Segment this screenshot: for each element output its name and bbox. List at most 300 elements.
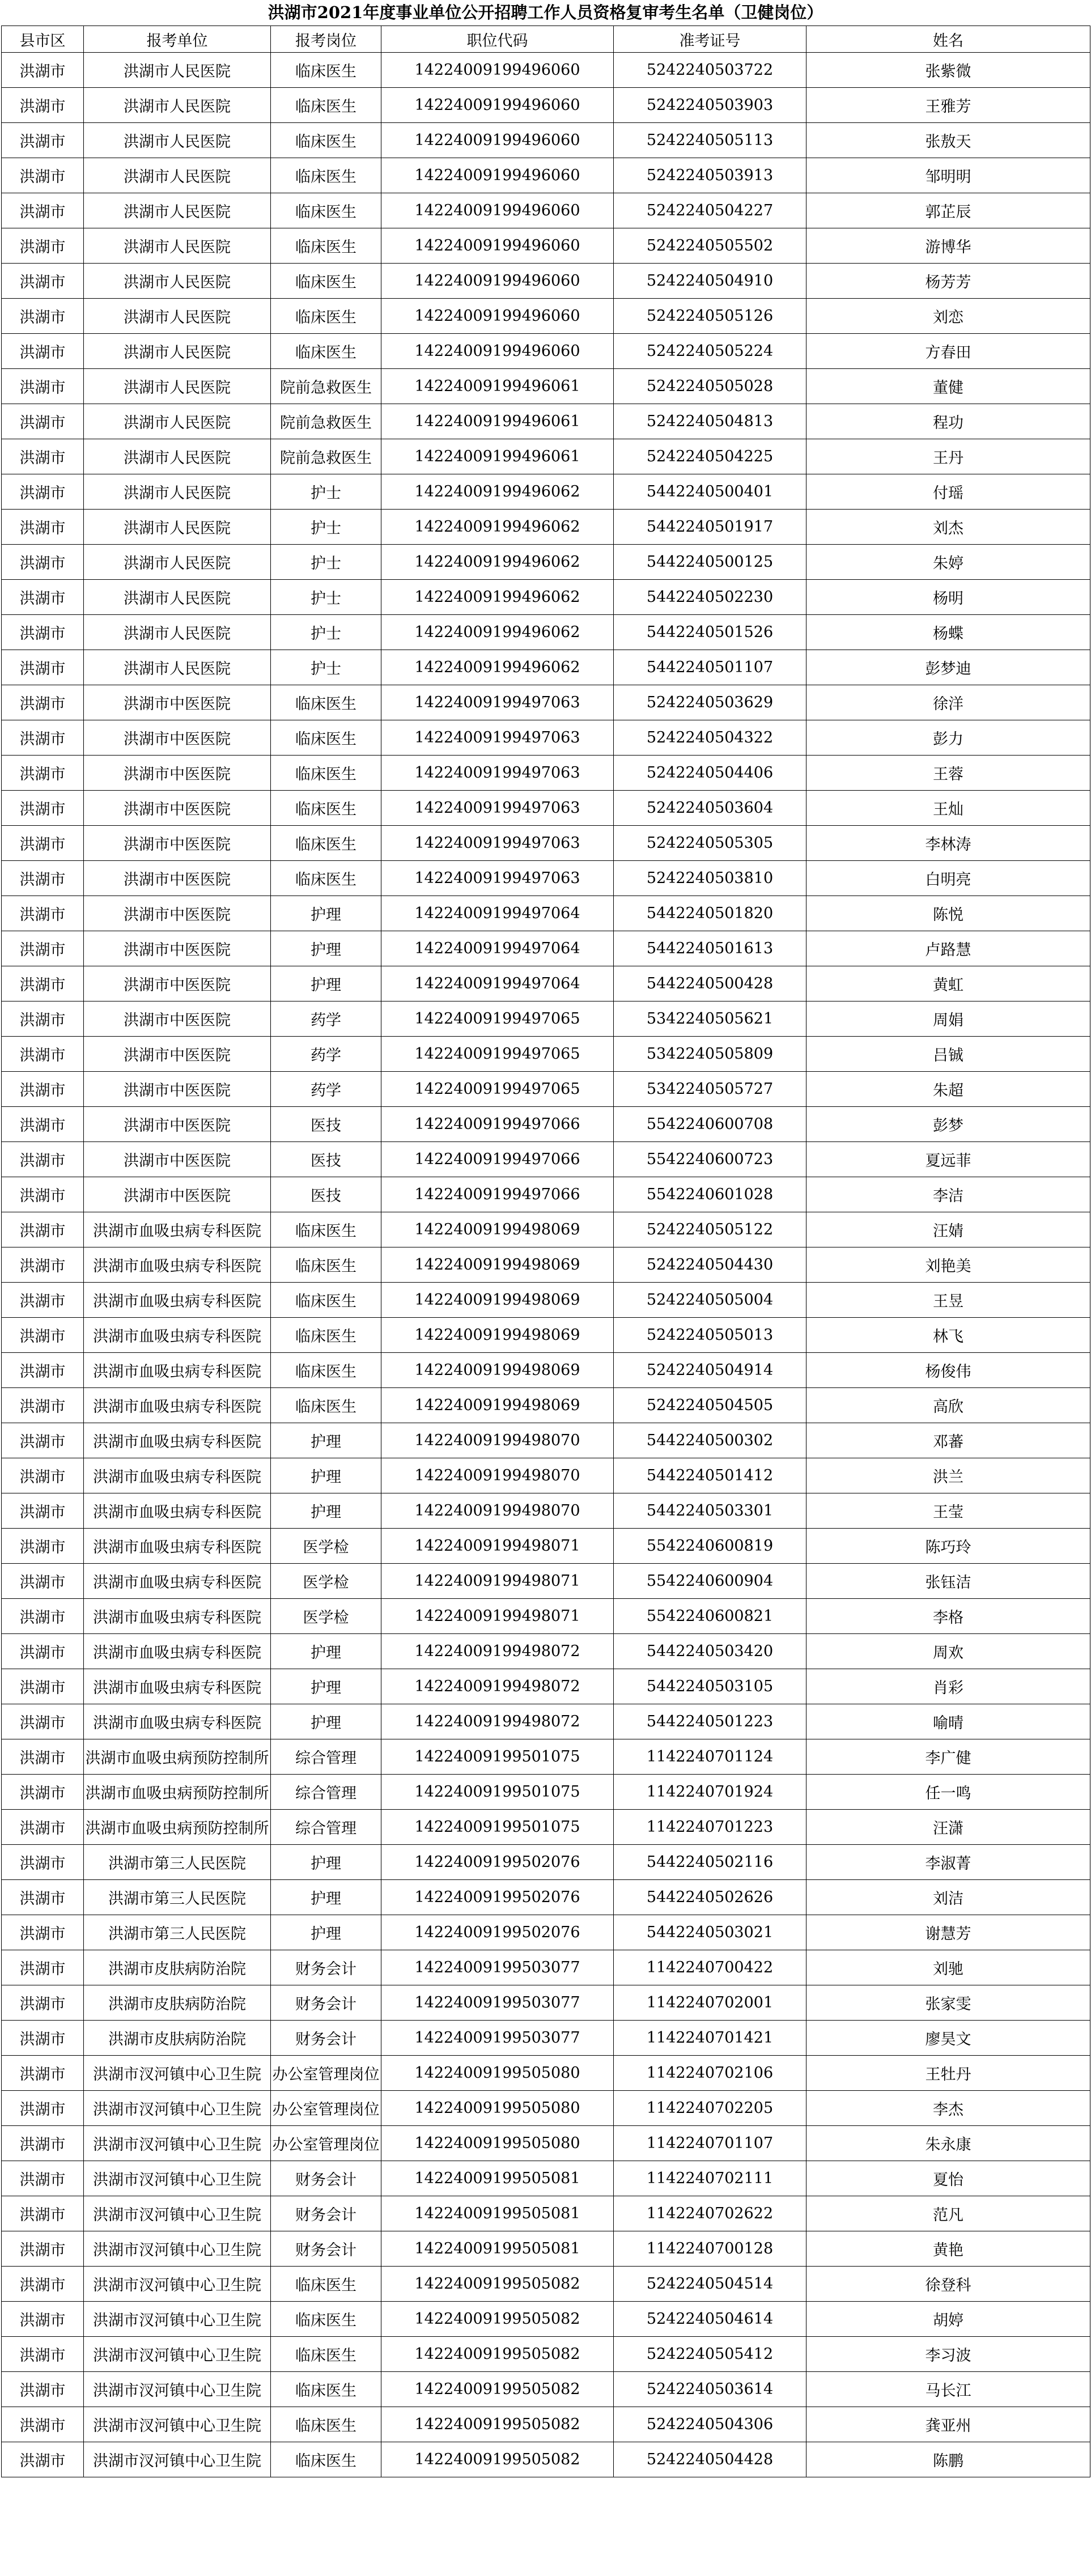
cell-name: 肖彩 <box>806 1669 1090 1704</box>
cell-ticket-number: 5342240505727 <box>614 1072 806 1107</box>
table-row <box>2 1880 1090 1915</box>
cell-position: 护士 <box>271 580 381 615</box>
cell-ticket-number: 5542240600904 <box>614 1564 806 1599</box>
table-row <box>2 2056 1090 2091</box>
cell-position-code: 14224009199498069 <box>381 1247 614 1283</box>
cell-unit: 洪湖市汊河镇中心卫生院 <box>84 2231 271 2267</box>
cell-position-code: 14224009199497063 <box>381 826 614 861</box>
cell-name: 游博华 <box>806 228 1090 264</box>
cell-position: 临床医生 <box>271 1353 381 1388</box>
cell-position-code: 14224009199505082 <box>381 2337 614 2372</box>
cell-position: 临床医生 <box>271 228 381 264</box>
table-row <box>2 966 1090 1001</box>
cell-unit: 洪湖市中医医院 <box>84 1072 271 1107</box>
cell-ticket-number: 5242240505004 <box>614 1283 806 1318</box>
cell-county: 洪湖市 <box>2 791 84 826</box>
cell-position: 办公室管理岗位 <box>271 2056 381 2091</box>
cell-unit: 洪湖市中医医院 <box>84 1177 271 1212</box>
cell-position-code: 14224009199496062 <box>381 545 614 580</box>
cell-county: 洪湖市 <box>2 439 84 474</box>
cell-position: 临床医生 <box>271 2442 381 2477</box>
cell-position-code: 14224009199496060 <box>381 88 614 123</box>
table-row <box>2 1845 1090 1880</box>
cell-name: 周欢 <box>806 1634 1090 1669</box>
cell-county: 洪湖市 <box>2 1529 84 1564</box>
cell-position-code: 14224009199497066 <box>381 1107 614 1142</box>
cell-county: 洪湖市 <box>2 826 84 861</box>
table-row <box>2 1775 1090 1810</box>
cell-name: 林飞 <box>806 1318 1090 1353</box>
cell-position-code: 14224009199505082 <box>381 2267 614 2302</box>
cell-unit: 洪湖市血吸虫病专科医院 <box>84 1353 271 1388</box>
cell-county: 洪湖市 <box>2 966 84 1001</box>
cell-ticket-number: 1142240702205 <box>614 2091 806 2126</box>
cell-position: 临床医生 <box>271 791 381 826</box>
cell-position-code: 14224009199505081 <box>381 2196 614 2231</box>
table-row <box>2 1142 1090 1177</box>
table-row <box>2 1353 1090 1388</box>
cell-name: 邹明明 <box>806 158 1090 193</box>
cell-county: 洪湖市 <box>2 228 84 264</box>
cell-name: 杨芳芳 <box>806 264 1090 299</box>
cell-unit: 洪湖市皮肤病防治院 <box>84 2021 271 2056</box>
cell-ticket-number: 5542240600708 <box>614 1107 806 1142</box>
table-row <box>2 2231 1090 2267</box>
cell-name: 范凡 <box>806 2196 1090 2231</box>
cell-unit: 洪湖市人民医院 <box>84 299 271 334</box>
cell-position: 财务会计 <box>271 1950 381 1985</box>
cell-position: 综合管理 <box>271 1739 381 1775</box>
cell-ticket-number: 5242240505126 <box>614 299 806 334</box>
table-row <box>2 1001 1090 1037</box>
cell-position-code: 14224009199496060 <box>381 53 614 88</box>
cell-position: 护理 <box>271 966 381 1001</box>
cell-position: 护理 <box>271 1845 381 1880</box>
cell-position: 临床医生 <box>271 720 381 756</box>
cell-name: 张敖天 <box>806 123 1090 158</box>
cell-name: 邓蕃 <box>806 1423 1090 1458</box>
cell-unit: 洪湖市人民医院 <box>84 228 271 264</box>
table-row <box>2 2372 1090 2407</box>
cell-position: 临床医生 <box>271 264 381 299</box>
cell-unit: 洪湖市血吸虫病专科医院 <box>84 1493 271 1529</box>
cell-unit: 洪湖市中医医院 <box>84 791 271 826</box>
cell-ticket-number: 5542240600723 <box>614 1142 806 1177</box>
cell-unit: 洪湖市中医医院 <box>84 1107 271 1142</box>
cell-position-code: 14224009199498072 <box>381 1704 614 1739</box>
cell-position-code: 14224009199503077 <box>381 1950 614 1985</box>
cell-ticket-number: 5442240501526 <box>614 615 806 650</box>
cell-name: 王牡丹 <box>806 2056 1090 2091</box>
cell-name: 马长江 <box>806 2372 1090 2407</box>
cell-ticket-number: 5242240504406 <box>614 756 806 791</box>
cell-position-code: 14224009199497065 <box>381 1072 614 1107</box>
candidate-table <box>1 26 1090 2477</box>
cell-position: 临床医生 <box>271 1247 381 1283</box>
cell-position: 护理 <box>271 1915 381 1950</box>
cell-ticket-number: 5242240503903 <box>614 88 806 123</box>
cell-ticket-number: 5442240501613 <box>614 931 806 966</box>
table-row <box>2 1950 1090 1985</box>
cell-position-code: 14224009199505080 <box>381 2126 614 2161</box>
cell-unit: 洪湖市血吸虫病专科医院 <box>84 1318 271 1353</box>
cell-unit: 洪湖市第三人民医院 <box>84 1845 271 1880</box>
cell-position-code: 14224009199501075 <box>381 1775 614 1810</box>
cell-position-code: 14224009199496062 <box>381 650 614 685</box>
cell-position-code: 14224009199496060 <box>381 123 614 158</box>
table-row <box>2 580 1090 615</box>
cell-ticket-number: 1142240701924 <box>614 1775 806 1810</box>
cell-position: 临床医生 <box>271 193 381 228</box>
cell-position: 临床医生 <box>271 1283 381 1318</box>
cell-unit: 洪湖市人民医院 <box>84 615 271 650</box>
table-row <box>2 2196 1090 2231</box>
cell-ticket-number: 5242240505013 <box>614 1318 806 1353</box>
cell-position: 临床医生 <box>271 334 381 369</box>
cell-position-code: 14224009199498069 <box>381 1283 614 1318</box>
cell-position-code: 14224009199502076 <box>381 1915 614 1950</box>
cell-name: 夏远菲 <box>806 1142 1090 1177</box>
cell-name: 朱婷 <box>806 545 1090 580</box>
cell-county: 洪湖市 <box>2 1704 84 1739</box>
cell-ticket-number: 5242240504428 <box>614 2442 806 2477</box>
table-row <box>2 2267 1090 2302</box>
cell-position-code: 14224009199497064 <box>381 896 614 931</box>
cell-name: 刘杰 <box>806 510 1090 545</box>
cell-county: 洪湖市 <box>2 1107 84 1142</box>
table-row <box>2 1388 1090 1423</box>
table-row <box>2 404 1090 439</box>
cell-name: 徐登科 <box>806 2267 1090 2302</box>
cell-county: 洪湖市 <box>2 756 84 791</box>
cell-name: 廖昊文 <box>806 2021 1090 2056</box>
cell-ticket-number: 5242240505113 <box>614 123 806 158</box>
cell-county: 洪湖市 <box>2 1423 84 1458</box>
col-header-county: 县市区 <box>2 26 84 53</box>
header-row <box>2 26 1090 53</box>
table-row <box>2 1564 1090 1599</box>
cell-position-code: 14224009199496062 <box>381 580 614 615</box>
table-row <box>2 685 1090 720</box>
cell-position: 医技 <box>271 1142 381 1177</box>
cell-name: 彭力 <box>806 720 1090 756</box>
cell-county: 洪湖市 <box>2 2196 84 2231</box>
cell-position: 护士 <box>271 474 381 510</box>
cell-name: 彭梦迪 <box>806 650 1090 685</box>
table-row <box>2 615 1090 650</box>
cell-unit: 洪湖市第三人民医院 <box>84 1880 271 1915</box>
cell-position: 临床医生 <box>271 1388 381 1423</box>
cell-unit: 洪湖市血吸虫病专科医院 <box>84 1388 271 1423</box>
table-row <box>2 158 1090 193</box>
cell-unit: 洪湖市人民医院 <box>84 545 271 580</box>
table-row <box>2 720 1090 756</box>
cell-name: 刘洁 <box>806 1880 1090 1915</box>
table-row <box>2 1247 1090 1283</box>
cell-name: 杨俊伟 <box>806 1353 1090 1388</box>
cell-name: 彭梦 <box>806 1107 1090 1142</box>
cell-ticket-number: 5242240504306 <box>614 2407 806 2442</box>
cell-ticket-number: 1142240700128 <box>614 2231 806 2267</box>
cell-ticket-number: 5242240505502 <box>614 228 806 264</box>
cell-position-code: 14224009199505082 <box>381 2372 614 2407</box>
cell-position-code: 14224009199497063 <box>381 791 614 826</box>
cell-name: 杨蝶 <box>806 615 1090 650</box>
cell-position-code: 14224009199496060 <box>381 158 614 193</box>
table-row <box>2 1318 1090 1353</box>
table-row <box>2 2021 1090 2056</box>
cell-ticket-number: 1142240702001 <box>614 1985 806 2021</box>
cell-ticket-number: 1142240702622 <box>614 2196 806 2231</box>
cell-name: 程功 <box>806 404 1090 439</box>
cell-name: 方春田 <box>806 334 1090 369</box>
cell-name: 任一鸣 <box>806 1775 1090 1810</box>
cell-unit: 洪湖市皮肤病防治院 <box>84 1985 271 2021</box>
cell-ticket-number: 5442240500302 <box>614 1423 806 1458</box>
cell-position: 临床医生 <box>271 2407 381 2442</box>
cell-unit: 洪湖市第三人民医院 <box>84 1915 271 1950</box>
cell-county: 洪湖市 <box>2 720 84 756</box>
cell-county: 洪湖市 <box>2 1388 84 1423</box>
cell-position-code: 14224009199498070 <box>381 1458 614 1493</box>
cell-position-code: 14224009199502076 <box>381 1845 614 1880</box>
cell-position-code: 14224009199496062 <box>381 474 614 510</box>
cell-unit: 洪湖市汊河镇中心卫生院 <box>84 2196 271 2231</box>
cell-name: 卢路慧 <box>806 931 1090 966</box>
cell-ticket-number: 5542240600821 <box>614 1599 806 1634</box>
cell-name: 李林涛 <box>806 826 1090 861</box>
cell-name: 刘艳美 <box>806 1247 1090 1283</box>
cell-position-code: 14224009199498070 <box>381 1493 614 1529</box>
cell-unit: 洪湖市人民医院 <box>84 123 271 158</box>
col-header-position: 报考岗位 <box>271 26 381 53</box>
cell-unit: 洪湖市人民医院 <box>84 580 271 615</box>
cell-county: 洪湖市 <box>2 334 84 369</box>
table-row <box>2 1599 1090 1634</box>
cell-unit: 洪湖市中医医院 <box>84 720 271 756</box>
cell-position-code: 14224009199498069 <box>381 1212 614 1247</box>
table-row <box>2 334 1090 369</box>
table-row <box>2 2161 1090 2196</box>
table-row <box>2 861 1090 896</box>
cell-unit: 洪湖市汊河镇中心卫生院 <box>84 2161 271 2196</box>
cell-unit: 洪湖市中医医院 <box>84 931 271 966</box>
table-header <box>2 26 1090 53</box>
cell-county: 洪湖市 <box>2 1037 84 1072</box>
table-row <box>2 1458 1090 1493</box>
cell-county: 洪湖市 <box>2 1283 84 1318</box>
cell-ticket-number: 5242240504505 <box>614 1388 806 1423</box>
cell-name: 吕铖 <box>806 1037 1090 1072</box>
cell-name: 高欣 <box>806 1388 1090 1423</box>
cell-ticket-number: 5242240504430 <box>614 1247 806 1283</box>
cell-position-code: 14224009199496062 <box>381 615 614 650</box>
cell-position: 临床医生 <box>271 826 381 861</box>
cell-county: 洪湖市 <box>2 1845 84 1880</box>
table-row <box>2 1107 1090 1142</box>
cell-county: 洪湖市 <box>2 1318 84 1353</box>
cell-county: 洪湖市 <box>2 2126 84 2161</box>
cell-ticket-number: 5442240502116 <box>614 1845 806 1880</box>
cell-ticket-number: 1142240702111 <box>614 2161 806 2196</box>
cell-ticket-number: 5242240503604 <box>614 791 806 826</box>
cell-name: 陈悦 <box>806 896 1090 931</box>
cell-county: 洪湖市 <box>2 1001 84 1037</box>
cell-position: 医技 <box>271 1107 381 1142</box>
cell-position-code: 14224009199497064 <box>381 931 614 966</box>
cell-unit: 洪湖市人民医院 <box>84 510 271 545</box>
cell-position-code: 14224009199505081 <box>381 2161 614 2196</box>
cell-unit: 洪湖市汊河镇中心卫生院 <box>84 2267 271 2302</box>
cell-county: 洪湖市 <box>2 88 84 123</box>
cell-position: 临床医生 <box>271 2267 381 2302</box>
cell-position-code: 14224009199498069 <box>381 1353 614 1388</box>
cell-unit: 洪湖市中医医院 <box>84 685 271 720</box>
table-row <box>2 123 1090 158</box>
cell-position: 护士 <box>271 510 381 545</box>
cell-ticket-number: 5242240505412 <box>614 2337 806 2372</box>
cell-unit: 洪湖市中医医院 <box>84 966 271 1001</box>
cell-unit: 洪湖市皮肤病防治院 <box>84 1950 271 1985</box>
cell-county: 洪湖市 <box>2 2056 84 2091</box>
cell-county: 洪湖市 <box>2 1810 84 1845</box>
cell-unit: 洪湖市汊河镇中心卫生院 <box>84 2126 271 2161</box>
cell-county: 洪湖市 <box>2 123 84 158</box>
cell-position-code: 14224009199501075 <box>381 1739 614 1775</box>
cell-name: 朱永康 <box>806 2126 1090 2161</box>
cell-unit: 洪湖市人民医院 <box>84 88 271 123</box>
table-row <box>2 1810 1090 1845</box>
cell-name: 黄艳 <box>806 2231 1090 2267</box>
table-row <box>2 439 1090 474</box>
cell-ticket-number: 5542240600819 <box>614 1529 806 1564</box>
cell-ticket-number: 1142240701124 <box>614 1739 806 1775</box>
cell-position: 院前急救医生 <box>271 404 381 439</box>
cell-unit: 洪湖市汊河镇中心卫生院 <box>84 2056 271 2091</box>
cell-name: 李习波 <box>806 2337 1090 2372</box>
cell-county: 洪湖市 <box>2 650 84 685</box>
cell-position: 办公室管理岗位 <box>271 2126 381 2161</box>
cell-name: 喻晴 <box>806 1704 1090 1739</box>
cell-position: 药学 <box>271 1037 381 1072</box>
cell-unit: 洪湖市血吸虫病专科医院 <box>84 1458 271 1493</box>
cell-position-code: 14224009199497063 <box>381 861 614 896</box>
table-row <box>2 1704 1090 1739</box>
cell-name: 李淑菁 <box>806 1845 1090 1880</box>
cell-ticket-number: 5442240501820 <box>614 896 806 931</box>
cell-unit: 洪湖市汊河镇中心卫生院 <box>84 2442 271 2477</box>
cell-ticket-number: 5442240503420 <box>614 1634 806 1669</box>
cell-position: 护士 <box>271 650 381 685</box>
cell-position: 临床医生 <box>271 1318 381 1353</box>
cell-name: 黄虹 <box>806 966 1090 1001</box>
cell-position-code: 14224009199498072 <box>381 1634 614 1669</box>
cell-ticket-number: 5242240504322 <box>614 720 806 756</box>
table-row <box>2 228 1090 264</box>
cell-position-code: 14224009199496060 <box>381 299 614 334</box>
cell-unit: 洪湖市汊河镇中心卫生院 <box>84 2091 271 2126</box>
cell-county: 洪湖市 <box>2 2372 84 2407</box>
cell-name: 刘驰 <box>806 1950 1090 1985</box>
cell-ticket-number: 5242240504225 <box>614 439 806 474</box>
cell-county: 洪湖市 <box>2 158 84 193</box>
cell-name: 陈鹏 <box>806 2442 1090 2477</box>
cell-county: 洪湖市 <box>2 193 84 228</box>
cell-ticket-number: 5242240504227 <box>614 193 806 228</box>
cell-county: 洪湖市 <box>2 615 84 650</box>
cell-position-code: 14224009199502076 <box>381 1880 614 1915</box>
cell-position-code: 14224009199498071 <box>381 1564 614 1599</box>
cell-name: 付瑶 <box>806 474 1090 510</box>
document-title: 洪湖市2021年度事业单位公开招聘工作人员资格复审考生名单（卫健岗位） <box>268 3 823 22</box>
cell-position: 办公室管理岗位 <box>271 2091 381 2126</box>
cell-county: 洪湖市 <box>2 1247 84 1283</box>
cell-name: 李格 <box>806 1599 1090 1634</box>
cell-position-code: 14224009199505080 <box>381 2056 614 2091</box>
cell-position-code: 14224009199497063 <box>381 720 614 756</box>
cell-position: 护理 <box>271 1704 381 1739</box>
cell-unit: 洪湖市血吸虫病专科医院 <box>84 1669 271 1704</box>
table-row <box>2 369 1090 404</box>
cell-position-code: 14224009199497065 <box>381 1037 614 1072</box>
cell-county: 洪湖市 <box>2 1669 84 1704</box>
cell-position: 院前急救医生 <box>271 439 381 474</box>
cell-position: 临床医生 <box>271 2372 381 2407</box>
cell-position: 财务会计 <box>271 2161 381 2196</box>
cell-county: 洪湖市 <box>2 2302 84 2337</box>
cell-position: 临床医生 <box>271 158 381 193</box>
table-row <box>2 1493 1090 1529</box>
cell-ticket-number: 1142240700422 <box>614 1950 806 1985</box>
cell-unit: 洪湖市血吸虫病专科医院 <box>84 1529 271 1564</box>
cell-position-code: 14224009199497066 <box>381 1177 614 1212</box>
cell-position-code: 14224009199498069 <box>381 1318 614 1353</box>
cell-unit: 洪湖市人民医院 <box>84 193 271 228</box>
table-row <box>2 2091 1090 2126</box>
cell-unit: 洪湖市汊河镇中心卫生院 <box>84 2337 271 2372</box>
cell-unit: 洪湖市中医医院 <box>84 826 271 861</box>
cell-position: 综合管理 <box>271 1775 381 1810</box>
table-row <box>2 1634 1090 1669</box>
cell-position: 护理 <box>271 1493 381 1529</box>
cell-unit: 洪湖市人民医院 <box>84 334 271 369</box>
cell-position-code: 14224009199503077 <box>381 2021 614 2056</box>
cell-position-code: 14224009199501075 <box>381 1810 614 1845</box>
cell-unit: 洪湖市人民医院 <box>84 439 271 474</box>
cell-ticket-number: 5242240505028 <box>614 369 806 404</box>
col-header-ticket-number: 准考证号 <box>614 26 806 53</box>
cell-ticket-number: 5542240601028 <box>614 1177 806 1212</box>
table-row <box>2 1037 1090 1072</box>
cell-county: 洪湖市 <box>2 1775 84 1810</box>
cell-position-code: 14224009199505082 <box>381 2302 614 2337</box>
cell-county: 洪湖市 <box>2 2407 84 2442</box>
table-row <box>2 1739 1090 1775</box>
col-header-unit: 报考单位 <box>84 26 271 53</box>
table-row <box>2 1072 1090 1107</box>
cell-name: 汪婧 <box>806 1212 1090 1247</box>
table-row <box>2 474 1090 510</box>
cell-unit: 洪湖市血吸虫病预防控制所 <box>84 1775 271 1810</box>
cell-position-code: 14224009199505080 <box>381 2091 614 2126</box>
cell-position: 护理 <box>271 931 381 966</box>
cell-name: 王莹 <box>806 1493 1090 1529</box>
cell-position: 临床医生 <box>271 685 381 720</box>
cell-unit: 洪湖市人民医院 <box>84 650 271 685</box>
cell-ticket-number: 5442240503301 <box>614 1493 806 1529</box>
cell-county: 洪湖市 <box>2 545 84 580</box>
cell-name: 王灿 <box>806 791 1090 826</box>
